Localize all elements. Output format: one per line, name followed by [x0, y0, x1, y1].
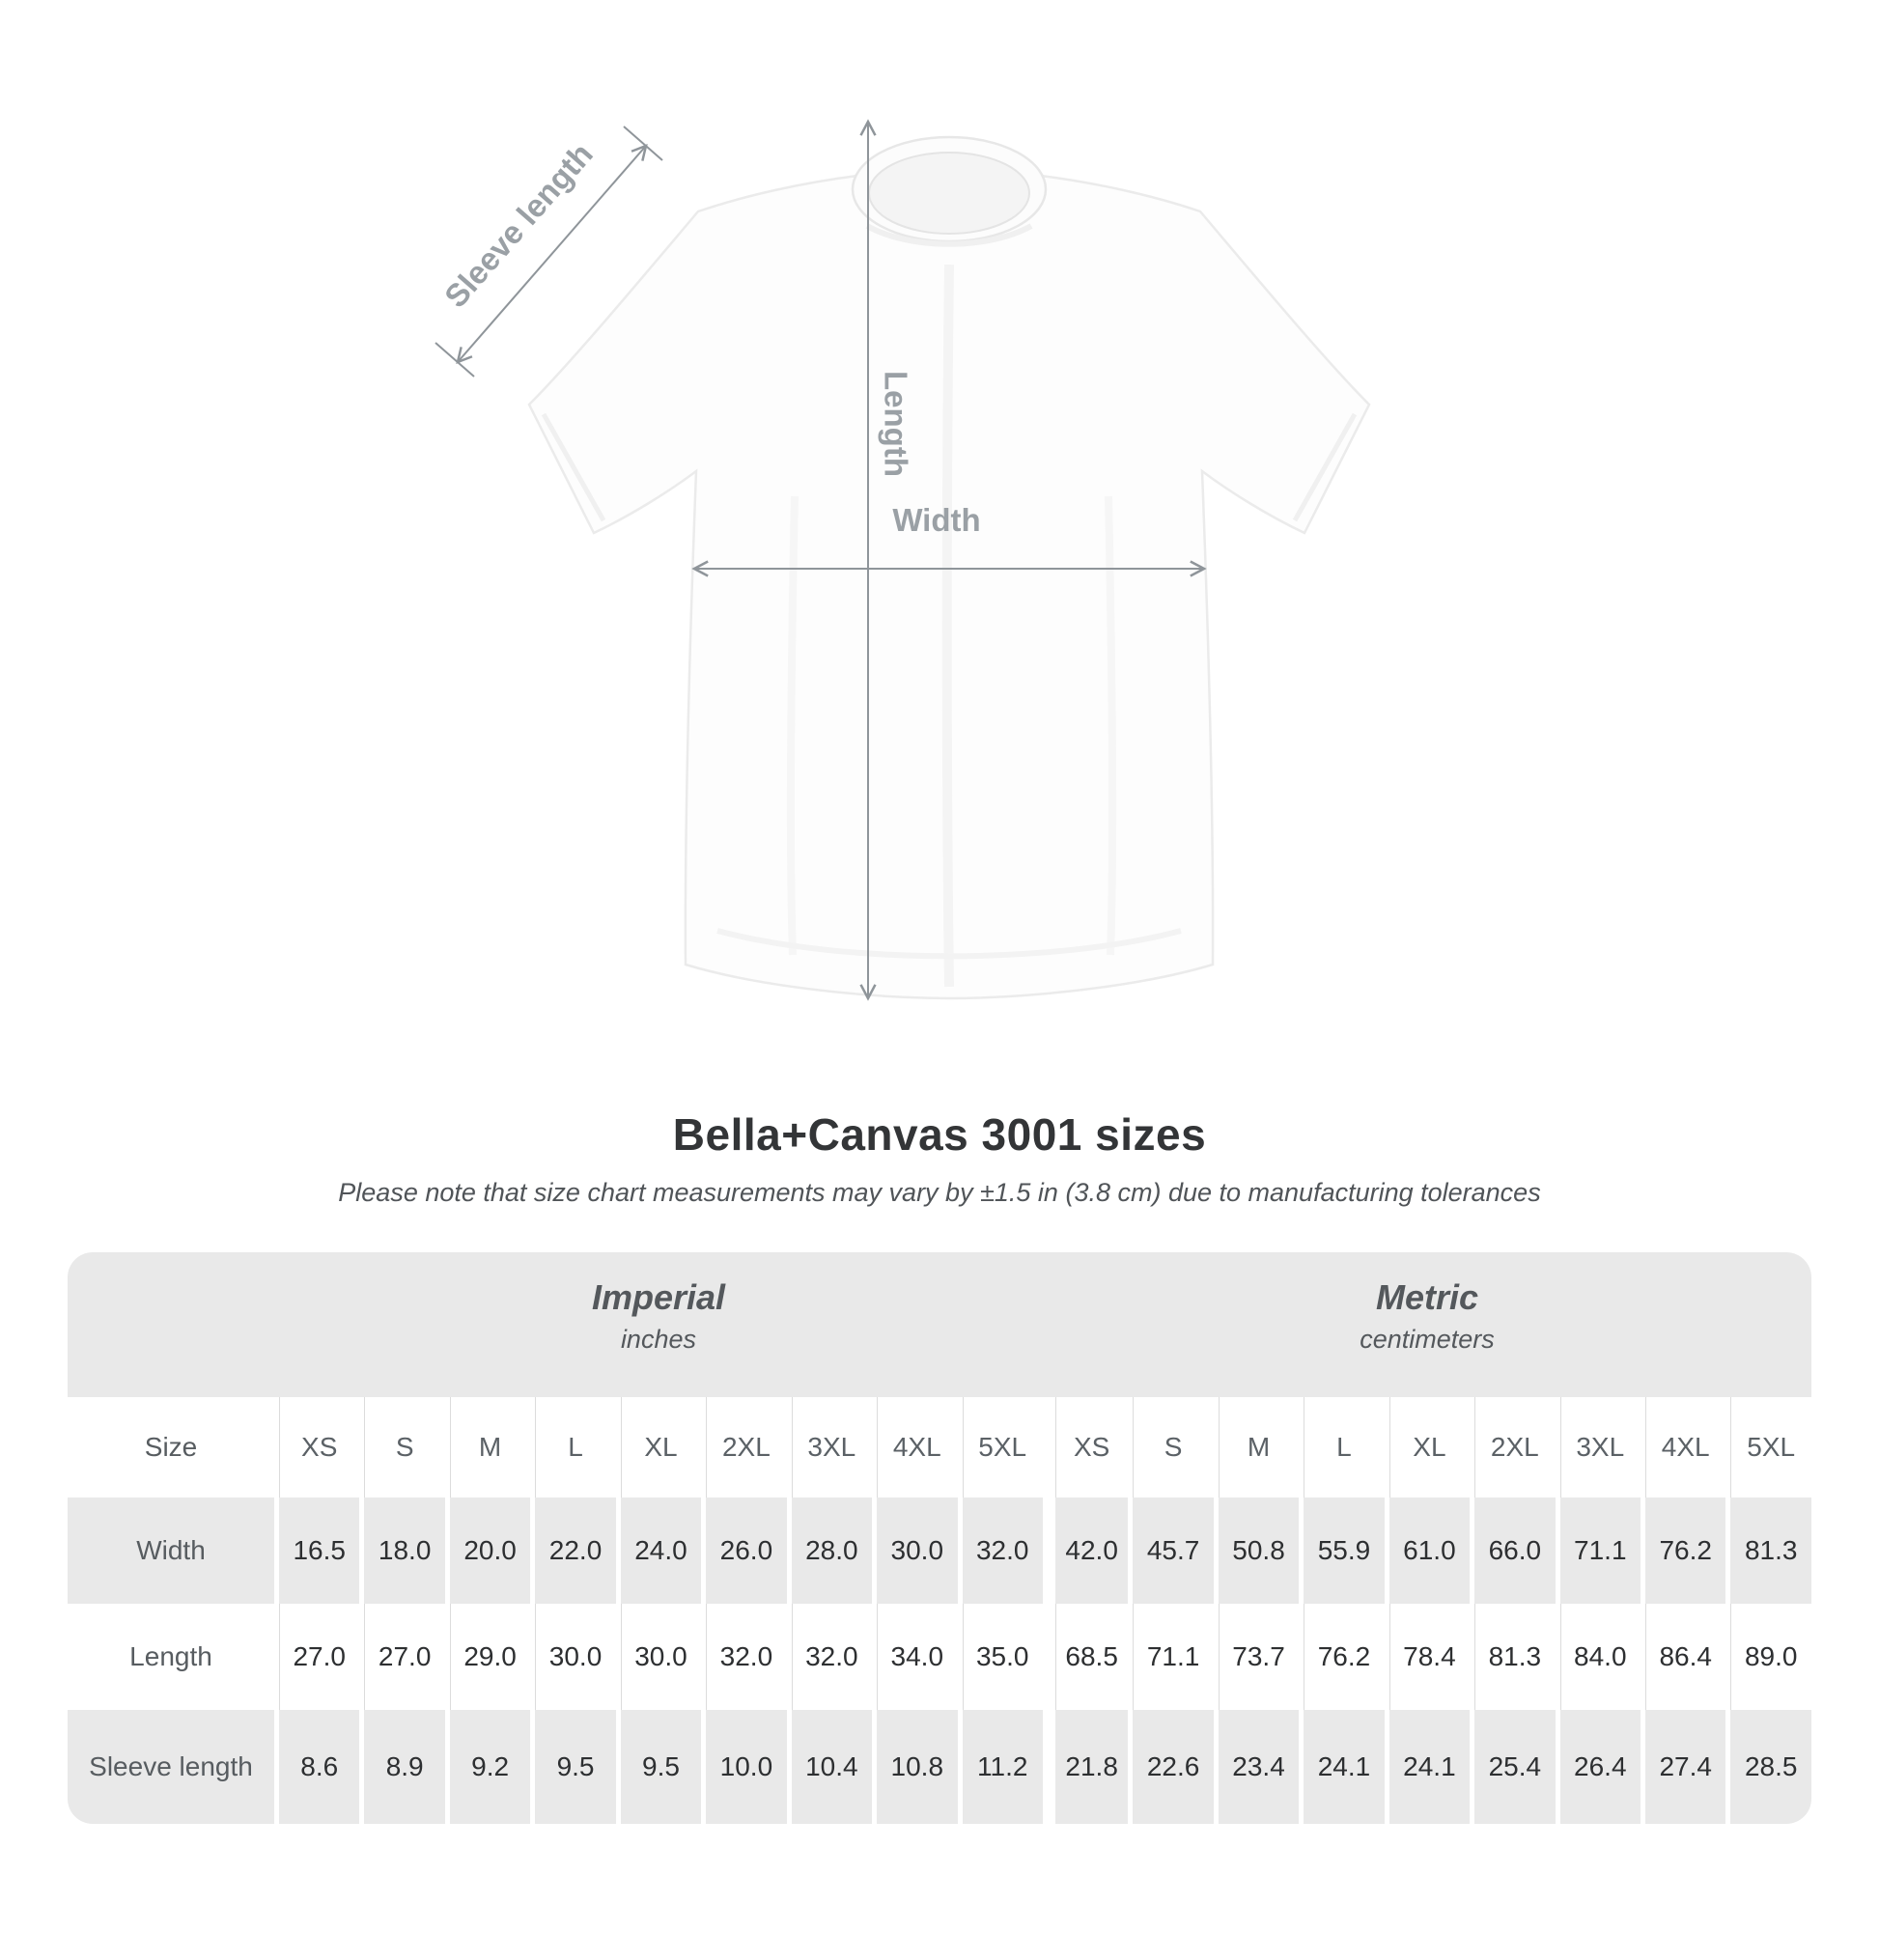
- collar-opening: [869, 153, 1029, 234]
- size-col-header: 2XL: [1470, 1397, 1555, 1498]
- value-cell: 10.4: [787, 1710, 872, 1824]
- value-cell: 68.5: [1043, 1604, 1128, 1710]
- value-cell: 27.4: [1641, 1710, 1725, 1824]
- value-cell: 22.6: [1128, 1710, 1213, 1824]
- unit-corner-cell: [68, 1252, 274, 1397]
- value-cell: 9.5: [530, 1710, 615, 1824]
- size-col-header: 5XL: [1725, 1397, 1811, 1498]
- value-cell: 8.6: [274, 1710, 359, 1824]
- value-cell: 55.9: [1299, 1498, 1384, 1604]
- value-cell: 73.7: [1214, 1604, 1299, 1710]
- size-corner-label: Size: [144, 1432, 198, 1462]
- chart-header: [0, 1108, 1879, 1208]
- value-cell: 76.2: [1641, 1498, 1725, 1604]
- value-cell: 50.8: [1214, 1498, 1299, 1604]
- value-cell: 26.0: [701, 1498, 786, 1604]
- width-row: [68, 1498, 1811, 1604]
- value-cell: 27.0: [359, 1604, 444, 1710]
- value-cell: 78.4: [1385, 1604, 1470, 1710]
- size-col-header: XS: [1043, 1397, 1128, 1498]
- value-cell: 9.5: [616, 1710, 701, 1824]
- size-header-row: [68, 1397, 1811, 1498]
- size-col-header: XS: [274, 1397, 359, 1498]
- value-cell: 28.5: [1725, 1710, 1811, 1824]
- value-cell: 21.8: [1043, 1710, 1128, 1824]
- value-cell: 30.0: [872, 1498, 957, 1604]
- tshirt-measurement-figure: [341, 81, 1538, 1066]
- row-label: Length: [129, 1641, 212, 1671]
- tshirt-diagram: [341, 81, 1538, 1066]
- value-cell: 32.0: [701, 1604, 786, 1710]
- value-cell: 10.8: [872, 1710, 957, 1824]
- value-cell: 34.0: [872, 1604, 957, 1710]
- value-cell: 71.1: [1128, 1604, 1213, 1710]
- value-cell: 16.5: [274, 1498, 359, 1604]
- size-col-header: 4XL: [872, 1397, 957, 1498]
- imperial-header-cell: [274, 1252, 1043, 1397]
- sleeve-length-row: [68, 1710, 1811, 1824]
- value-cell: 26.4: [1556, 1710, 1641, 1824]
- width-label: Width: [892, 502, 981, 538]
- value-cell: 24.0: [616, 1498, 701, 1604]
- value-cell: 22.0: [530, 1498, 615, 1604]
- size-col-header: 2XL: [701, 1397, 786, 1498]
- size-chart-table-container: [68, 1252, 1811, 1824]
- value-cell: 76.2: [1299, 1604, 1384, 1710]
- value-cell: 27.0: [274, 1604, 359, 1710]
- row-label: Width: [136, 1535, 206, 1565]
- size-col-header: M: [445, 1397, 530, 1498]
- value-cell: 61.0: [1385, 1498, 1470, 1604]
- value-cell: 29.0: [445, 1604, 530, 1710]
- imperial-header: Imperial: [591, 1277, 725, 1317]
- size-col-header: L: [1299, 1397, 1384, 1498]
- length-row: [68, 1604, 1811, 1710]
- size-col-header: XL: [616, 1397, 701, 1498]
- value-cell: 35.0: [958, 1604, 1043, 1710]
- value-cell: 86.4: [1641, 1604, 1725, 1710]
- value-cell: 23.4: [1214, 1710, 1299, 1824]
- unit-header-row: [68, 1252, 1811, 1397]
- value-cell: 81.3: [1725, 1498, 1811, 1604]
- value-cell: 20.0: [445, 1498, 530, 1604]
- value-cell: 8.9: [359, 1710, 444, 1824]
- value-cell: 24.1: [1299, 1710, 1384, 1824]
- imperial-unit: inches: [620, 1325, 696, 1354]
- value-cell: 9.2: [445, 1710, 530, 1824]
- value-cell: 84.0: [1556, 1604, 1641, 1710]
- value-cell: 30.0: [616, 1604, 701, 1710]
- value-cell: 10.0: [701, 1710, 786, 1824]
- value-cell: 11.2: [958, 1710, 1043, 1824]
- value-cell: 81.3: [1470, 1604, 1555, 1710]
- value-cell: 45.7: [1128, 1498, 1213, 1604]
- value-cell: 66.0: [1470, 1498, 1555, 1604]
- page-title: Bella+Canvas 3001 sizes: [672, 1109, 1207, 1160]
- value-cell: 24.1: [1385, 1710, 1470, 1824]
- value-cell: 30.0: [530, 1604, 615, 1710]
- value-cell: 42.0: [1043, 1498, 1128, 1604]
- value-cell: 89.0: [1725, 1604, 1811, 1710]
- tolerance-note: Please note that size chart measurements may vary by ±1.5 in (3.8 cm) due to manufacturing tolerances: [338, 1178, 1541, 1207]
- size-col-header: L: [530, 1397, 615, 1498]
- metric-header-cell: [1043, 1252, 1811, 1397]
- sleeve-length-label: Sleeve length: [436, 135, 600, 315]
- value-cell: 18.0: [359, 1498, 444, 1604]
- size-col-header: S: [359, 1397, 444, 1498]
- value-cell: 25.4: [1470, 1710, 1555, 1824]
- size-col-header: 3XL: [1556, 1397, 1641, 1498]
- value-cell: 28.0: [787, 1498, 872, 1604]
- metric-header: Metric: [1375, 1277, 1478, 1317]
- size-col-header: S: [1128, 1397, 1213, 1498]
- size-col-header: M: [1214, 1397, 1299, 1498]
- metric-unit: centimeters: [1360, 1325, 1495, 1354]
- size-col-header: 4XL: [1641, 1397, 1725, 1498]
- size-col-header: 5XL: [958, 1397, 1043, 1498]
- size-col-header: XL: [1385, 1397, 1470, 1498]
- value-cell: 32.0: [958, 1498, 1043, 1604]
- row-label: Sleeve length: [89, 1751, 253, 1781]
- length-label: Length: [878, 371, 914, 477]
- size-col-header: 3XL: [787, 1397, 872, 1498]
- value-cell: 71.1: [1556, 1498, 1641, 1604]
- value-cell: 32.0: [787, 1604, 872, 1710]
- size-chart-table: [68, 1252, 1811, 1824]
